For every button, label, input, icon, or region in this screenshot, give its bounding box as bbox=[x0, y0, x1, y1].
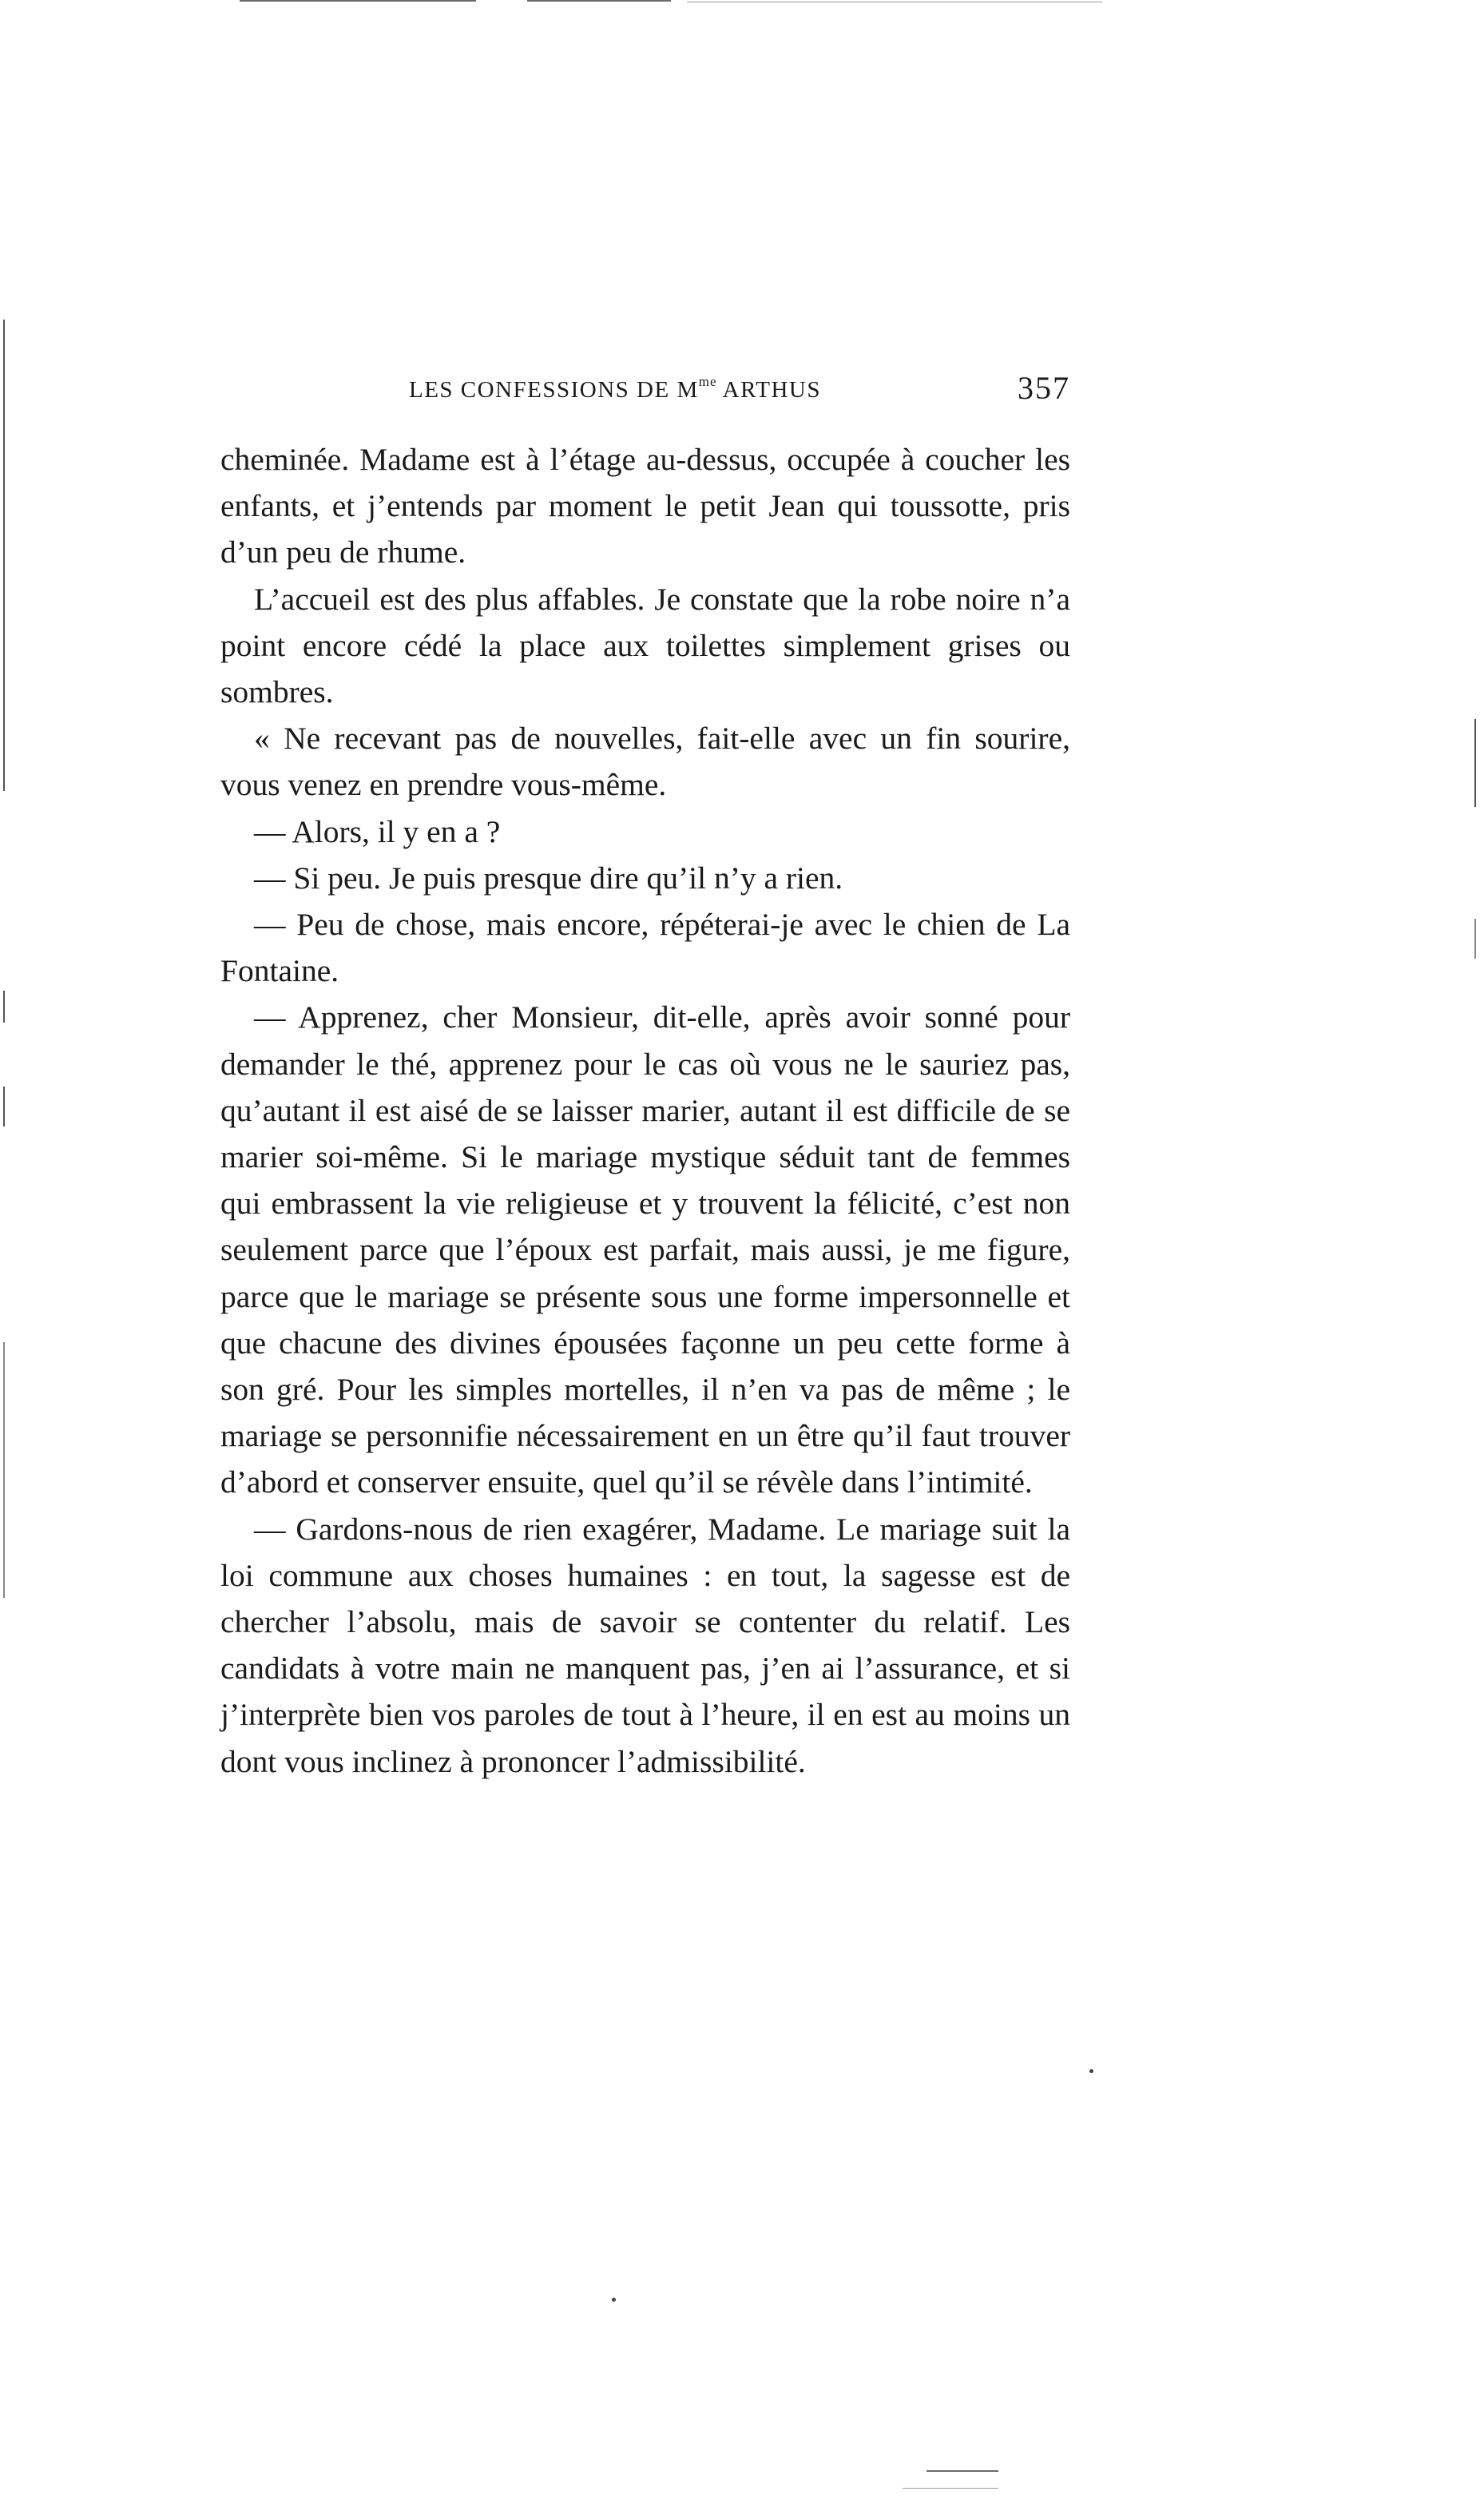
paper-speck bbox=[1089, 2069, 1093, 2073]
right-margin-mark bbox=[1474, 919, 1476, 959]
running-head bbox=[220, 369, 1070, 414]
top-edge-rule bbox=[527, 0, 671, 2]
body-text bbox=[220, 436, 1070, 1785]
page-number: 357 bbox=[1018, 370, 1070, 406]
paragraph: cheminée. Madame est à l’étage au-dessus, occupée à coucher les enfants, et j’entends par moment le petit Jean qui toussotte, pris d’un peu de rhume. bbox=[220, 442, 1070, 570]
paragraph: — Apprenez, cher Monsieur, dit-elle, après avoir sonné pour demander le thé, apprenez pour le cas où vous ne le sauriez pas, qu’autant il est aisé de se laisser marier, autant il est difficile de se marier soi-même. Si le mariage mystique séduit tant de femmes qui embrassent la vie religieuse et y trouvent la félicité, c’est non seulement parce que l’époux est parfait, mais aussi, je me figure, parce que le mariage se présente sous une forme impersonnelle et que chacune des divines épousées façonne un peu cette forme à son gré. Pour les simples mortelles, il n’en va pas de même ; le mariage se personnifie nécessairement en un être qu’il faut trouver d’abord et conserver ensuite, quel qu’il se révèle dans l’intimité. bbox=[220, 999, 1070, 1500]
left-margin-mark bbox=[3, 991, 5, 1023]
left-margin-mark bbox=[3, 1087, 5, 1126]
top-edge-rule bbox=[240, 0, 476, 2]
running-title-end: ARTHUS bbox=[716, 377, 821, 403]
paper-speck bbox=[612, 2298, 616, 2302]
bottom-edge-rule bbox=[927, 2470, 998, 2472]
paragraph: — Alors, il y en a ? bbox=[254, 813, 501, 849]
paragraph: — Si peu. Je puis presque dire qu’il n’y a rien. bbox=[254, 860, 843, 896]
bottom-edge-rule bbox=[903, 2488, 998, 2489]
left-margin-mark bbox=[3, 1342, 5, 1598]
paragraph: L’accueil est des plus affables. Je constate que la robe noire n’a point encore cédé la place aux toilettes simplement grises ou sombres. bbox=[220, 581, 1070, 710]
paragraph: — Gardons-nous de rien exagérer, Madame. Le mariage suit la loi commune aux choses humaines : en tout, la sagesse est de chercher l’absolu, mais de savoir se contenter du relatif. Les candidats à votre main ne manquent pas, j’en ai l’assurance, et si j’interprète bien vos paroles de tout à l’heure, il en est au moins un dont vous inclinez à prononcer l’admissibilité. bbox=[220, 1511, 1070, 1779]
paragraph: « Ne recevant pas de nouvelles, fait-elle avec un fin sourire, vous venez en prendre vous-même. bbox=[220, 721, 1070, 803]
running-title-main: LES CONFESSIONS DE M bbox=[409, 377, 699, 403]
right-margin-mark bbox=[1474, 719, 1476, 807]
running-title-superscript: me bbox=[698, 374, 717, 389]
running-title bbox=[409, 374, 821, 403]
left-margin-mark bbox=[3, 320, 5, 791]
paragraph: — Peu de chose, mais encore, répéterai-je avec le chien de La Fontaine. bbox=[220, 907, 1070, 989]
